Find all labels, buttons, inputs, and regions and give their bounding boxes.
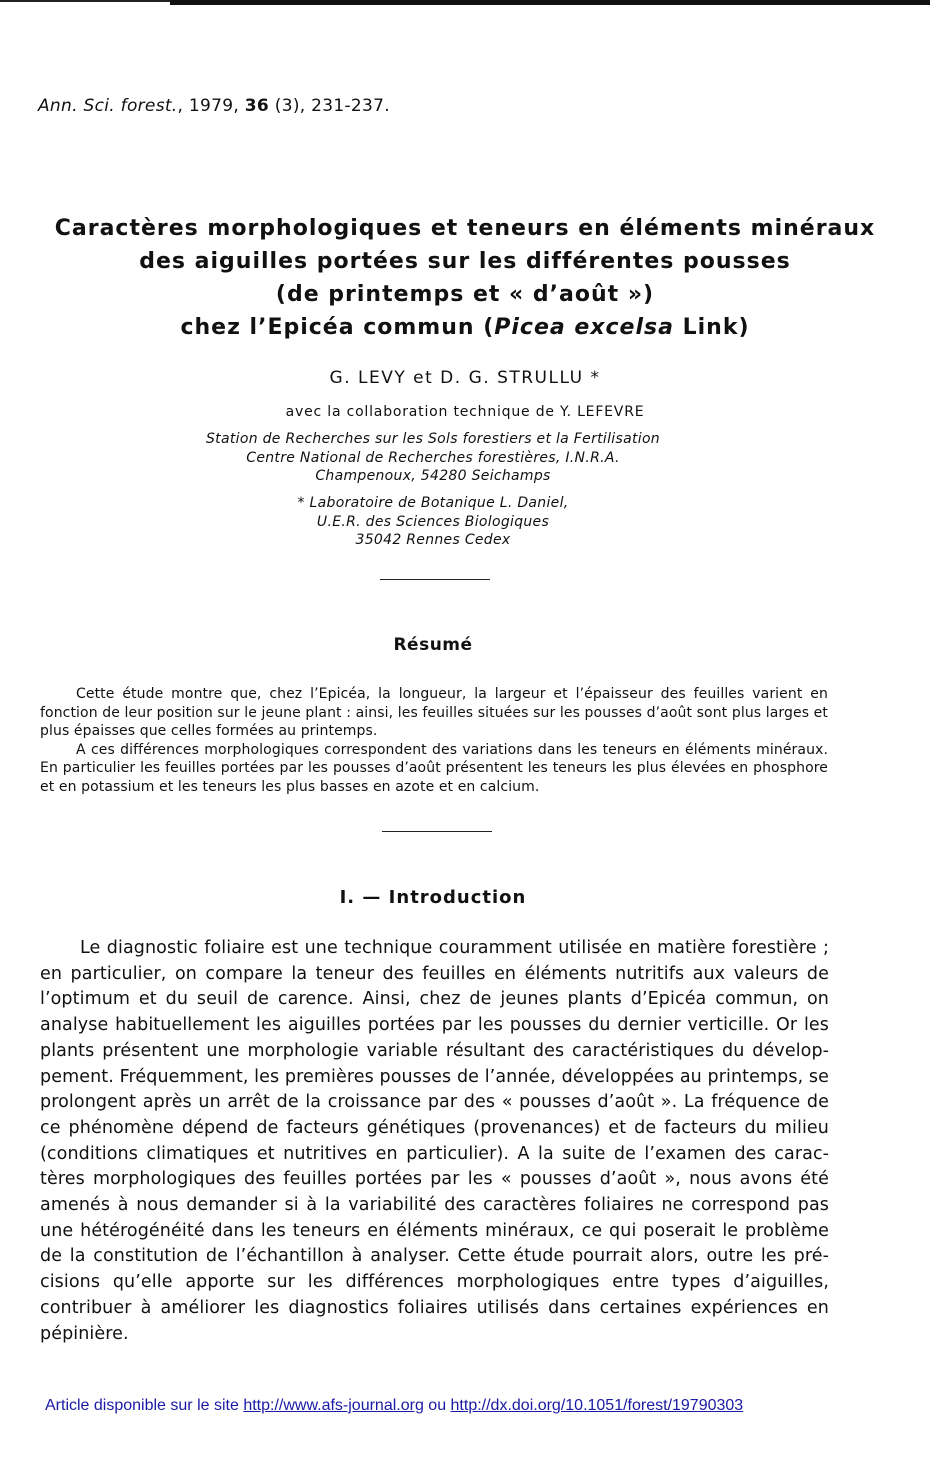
abstract	[40, 685, 828, 796]
affiliation-2-line: 35042 Rennes Cedex	[355, 532, 511, 548]
affiliation-1-line: Centre National de Recherches forestières, I.N.R.A.	[246, 449, 620, 466]
footer-link-doi[interactable]: http://dx.doi.org/10.1051/forest/19790303	[450, 1397, 744, 1414]
journal-volume: 36	[244, 96, 270, 116]
species-name: Picea excelsa	[494, 315, 674, 340]
top-rule	[0, 0, 170, 2]
footer-middle: ou	[423, 1397, 451, 1414]
article-title	[20, 212, 910, 344]
affiliation-1-line: Champenoux, 54280 Seichamps	[315, 468, 551, 484]
title-line-3: (de printemps et « d’août »)	[275, 282, 655, 307]
journal-issue-pages: (3), 231-237.	[269, 96, 390, 116]
title-line-4-pre: chez l’Epicéa commun (	[180, 315, 495, 340]
footer-link-journal[interactable]: http://www.afs-journal.org	[243, 1397, 424, 1414]
authors: G. LEVY et D. G. STRULLU *	[329, 368, 601, 388]
journal-year: , 1979,	[177, 96, 245, 116]
abstract-paragraph: Cette étude montre que, chez l’Epicéa, la longueur, la largeur et l’épaisseur des feuilles varient en fonction de leur position sur le jeune plant : ainsi, les feuilles situées sur les pousses d’août sont plus larges et plus épaisses que celles formées au printemps.	[40, 686, 828, 739]
affiliation-1	[0, 430, 866, 486]
affiliation-1-line: Station de Recherches sur les Sols forestiers et la Fertilisation	[206, 431, 660, 447]
affiliation-2	[0, 494, 866, 550]
journal-reference	[38, 96, 390, 116]
title-line-4	[20, 311, 910, 344]
separator-rule	[382, 831, 492, 832]
title-line-1: Caractères morphologiques et teneurs en éléments minéraux	[54, 216, 876, 241]
collaboration: avec la collaboration technique de Y. LEFEVRE	[285, 404, 645, 420]
abstract-paragraph: A ces différences morphologiques correspondent des variations dans les teneurs en éléments minéraux. En particulier les feuilles portées par les pousses d’août présentent les teneurs les plus élevées en phosphore et en potassium et les teneurs les plus basses en azote et en calcium.	[40, 741, 828, 795]
affiliation-2-line: U.E.R. des Sciences Biologiques	[316, 513, 550, 530]
affiliation-2-line: * Laboratoire de Botanique L. Daniel,	[297, 495, 569, 511]
introduction-body	[40, 936, 829, 1347]
abstract-heading: Résumé	[393, 635, 473, 655]
footer-availability	[45, 1397, 743, 1415]
title-line-4-post: Link)	[673, 315, 750, 340]
title-line-2: des aiguilles portées sur les différentes pousses	[139, 249, 791, 274]
footer-prefix: Article disponible sur le site	[45, 1397, 244, 1414]
journal-name: Ann. Sci. forest.	[38, 96, 178, 116]
introduction-paragraph: Le diagnostic foliaire est une technique couramment utilisée en matière forestière ; en particulier, on compare la teneur des feuilles en éléments nutritifs aux valeurs de l’optimum et du seuil de carence. Ainsi, chez de jeunes plants d’Epicéa commun, on analyse habituellement les aiguilles portées par les pousses du dernier verticille. Or les plants présentent une morphologie variable résultant des caractéristiques du développement. Fréquemment, les premières pousses de l’année, développées au printemps, se prolongent après un arrêt de la croissance par des « pousses d’août ». La fréquence de ce phénomène dépend de facteurs génétiques (provenances) et de facteurs du milieu (conditions climatiques et nutritives en particulier). A la suite de l’examen des caractères morphologiques des feuilles portées par les « pousses d’août », nous avons été amenés à nous demander si à la variabilité des caractères foliaires ne correspond pas une hétérogénéité dans les teneurs en éléments minéraux, ce qui poserait le problème de la constitution de l’échantillon à analyser. Cette étude pourrait alors, outre les précisions qu’elle apporte sur les différences morphologiques entre types d’aiguilles, contribuer à améliorer les diagnostics foliaires utilisés dans certaines expériences en pépinière.	[40, 938, 829, 1344]
separator-rule	[380, 579, 490, 580]
section-heading-introduction: I. — Introduction	[339, 887, 527, 908]
top-rule-thick	[170, 0, 930, 5]
